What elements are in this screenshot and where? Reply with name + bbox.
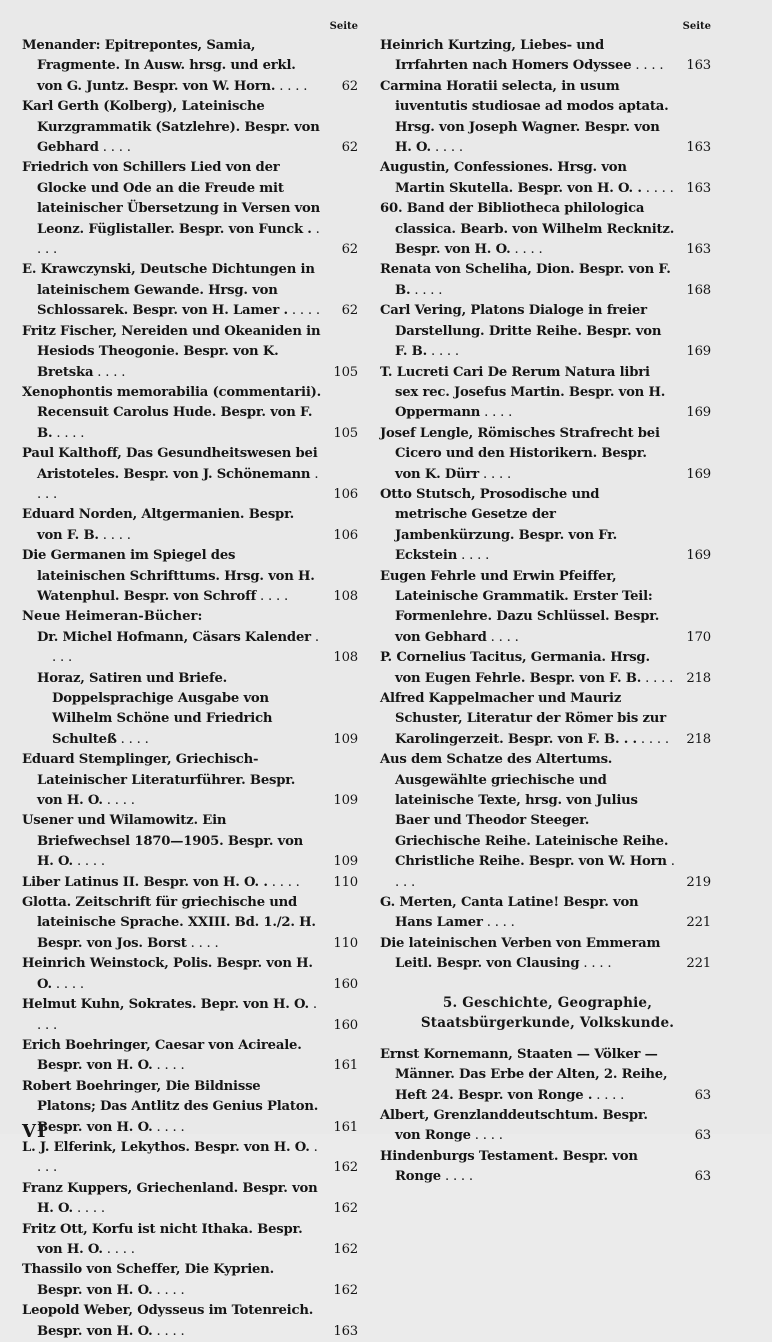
- entry-page-number: 162: [333, 1241, 358, 1257]
- entry-page-number: 62: [341, 303, 358, 319]
- entry-text: G. Merten, Canta Latine! Bespr. von Hans Lamer: [380, 895, 639, 931]
- entry-page-number: 163: [333, 1323, 358, 1339]
- index-entry: [22, 893, 362, 954]
- index-entry: [380, 158, 715, 199]
- entry-text: Die lateinischen Verben von Emmeram Leitl. Bespr. von Clausing: [380, 935, 661, 972]
- entry-page-number: 109: [333, 731, 358, 747]
- entry-text: L. J. Elferink, Lekythos. Bespr. von H. O.: [22, 1139, 310, 1155]
- entry-page-number: 221: [686, 956, 711, 972]
- index-entry: [380, 77, 715, 159]
- leader-dots: . . . .: [287, 303, 320, 319]
- entry-page-number: 108: [333, 588, 358, 604]
- entry-list-right-continued: [380, 1045, 715, 1188]
- index-entry: [22, 1220, 362, 1261]
- entry-group: [22, 607, 362, 750]
- right-column: [380, 18, 715, 1188]
- leader-dots: . . . .: [152, 1282, 185, 1298]
- entry-text: Albert, Grenzlanddeutschtum. Bespr. von Ronge: [380, 1107, 648, 1144]
- leader-dots: . . . .: [93, 364, 126, 380]
- leader-dots: . . . .: [457, 548, 490, 564]
- entry-list-left: [22, 36, 362, 607]
- index-entry: [380, 36, 715, 77]
- entry-page-number: 63: [694, 1128, 711, 1144]
- index-entry: [22, 1179, 362, 1220]
- entry-page-number: 62: [341, 140, 358, 156]
- index-entry: [22, 322, 362, 383]
- entry-page-number: 162: [333, 1282, 358, 1298]
- leader-dots: . . . .: [267, 874, 300, 890]
- index-entry: [380, 1106, 715, 1147]
- leader-dots: . . . .: [98, 527, 131, 543]
- leader-dots: . . . .: [256, 588, 288, 604]
- index-entry: [22, 546, 362, 607]
- leader-dots: . . . .: [470, 1128, 503, 1144]
- entry-text: Usener und Wilamowitz. Ein Briefwechsel 1870—1905. Bespr. von H. O.: [22, 813, 304, 870]
- index-entry: [22, 1036, 362, 1077]
- entry-page-number: 160: [333, 1017, 358, 1033]
- leader-dots: . . . .: [440, 1169, 473, 1185]
- leader-dots: . . . .: [641, 670, 674, 686]
- index-entry: [22, 1301, 362, 1342]
- leader-dots: . . . .: [479, 466, 511, 482]
- entry-text: Eduard Stemplinger, Griechisch-Lateinischer Literaturführer. Bespr. von H. O.: [22, 752, 296, 809]
- entry-text: Carmina Horatii selecta, in usum iuventutis studiosae ad modos aptata. Hrsg. von Joseph Wagner. Bespr. von H. O.: [380, 78, 669, 156]
- entry-text: Renata von Scheliha, Dion. Bespr. von F. B.: [380, 262, 671, 298]
- entry-page-number: 218: [686, 731, 711, 747]
- entry-page-number: 169: [686, 405, 711, 421]
- entry-page-number: 162: [333, 1160, 358, 1176]
- entry-list-right: [380, 36, 715, 975]
- entry-page-number: 162: [333, 1201, 358, 1217]
- entry-text: P. Cornelius Tacitus, Germania. Hrsg. von Eugen Fehrle. Bespr. von F. B.: [380, 650, 650, 686]
- entry-text: Heinrich Kurtzing, Liebes- und Irrfahrten nach Homers Odyssee: [380, 38, 632, 74]
- entry-page-number: 163: [686, 140, 711, 156]
- entry-text: Horaz, Satiren und Briefe. Doppelsprachige Ausgabe von Wilhelm Schöne und Friedrich Schulteß: [37, 670, 273, 747]
- leader-dots: . . . .: [510, 242, 543, 258]
- index-entry: [380, 485, 715, 567]
- column-header-seite: Seite: [682, 21, 711, 32]
- entry-text: Menander: Epitrepontes, Samia, Fragmente. In Ausw. hrsg. und erkl. von G. Juntz. Bespr. von W. Horn.: [22, 38, 296, 94]
- index-entry: [22, 97, 362, 158]
- index-entry: [22, 995, 362, 1036]
- entry-text: Glotta. Zeitschrift für griechische und lateinische Sprache. XXIII. Bd. 1./2. H. Bespr. von Jos. Borst: [22, 895, 316, 951]
- entry-page-number: 161: [333, 1119, 358, 1135]
- leader-dots: . . . .: [37, 1139, 318, 1176]
- entry-text: Alfred Kappelmacher und Mauriz Schuster, Literatur der Römer bis zur Karolingerzeit. Bespr. von F. B. . .: [380, 691, 666, 747]
- index-entry: [22, 873, 362, 893]
- entry-page-number: 168: [686, 282, 711, 298]
- leader-dots: . . . .: [51, 976, 84, 992]
- entry-page-number: 218: [686, 670, 711, 686]
- entry-text: Liber Latinus II. Bespr. von H. O. .: [22, 874, 268, 890]
- entry-page-number: 108: [333, 650, 358, 666]
- leader-dots: . . . .: [52, 425, 85, 441]
- index-entry: [22, 505, 362, 546]
- leader-dots: . . . .: [72, 1201, 105, 1217]
- entry-text: Die Germanen im Spiegel des lateinischen Schrifttums. Hrsg. von H. Watenphul. Bespr. von Schroff: [22, 548, 315, 604]
- entry-text: Aus dem Schatze des Altertums. Ausgewählte griechische und lateinische Texte, hrsg. von Julius Baer und Theodor Steeger. Griechische Reihe. Lateinische Reihe. Christliche Reihe. Bespr. von W. Horn: [380, 752, 669, 870]
- index-entry: [22, 1138, 362, 1179]
- entry-page-number: 163: [686, 58, 711, 74]
- entry-page-number: 163: [686, 180, 711, 196]
- index-entry: [380, 648, 715, 689]
- entry-text: Dr. Michel Hofmann, Cäsars Kalender: [37, 629, 311, 645]
- leader-dots: . . . .: [152, 1119, 185, 1135]
- entry-page-number: 110: [333, 935, 358, 951]
- index-entry: [22, 1077, 362, 1138]
- index-entry: [22, 36, 362, 97]
- leader-dots: . . . .: [37, 221, 320, 258]
- entry-text: Fritz Ott, Korfu ist nicht Ithaka. Bespr. von H. O.: [22, 1221, 303, 1257]
- entry-text: Leopold Weber, Odysseus im Totenreich. Bespr. von H. O.: [22, 1303, 314, 1339]
- entry-page-number: 221: [686, 915, 711, 931]
- index-entry: [380, 260, 715, 301]
- entry-page-number: 170: [686, 629, 711, 645]
- index-entry: [380, 1045, 715, 1106]
- entry-page-number: 62: [341, 242, 358, 258]
- entry-text: E. Krawczynski, Deutsche Dichtungen in lateinischem Gewande. Hrsg. von Schlossarek. Bespr. von H. Lamer .: [22, 262, 315, 319]
- index-entry: [22, 383, 362, 444]
- page-number-roman: VI: [22, 1121, 47, 1142]
- entry-text: 60. Band der Bibliotheca philologica classica. Bearb. von Wilhelm Recknitz. Bespr. von H. O.: [380, 201, 675, 258]
- index-entry: [37, 669, 362, 751]
- index-entry: [22, 260, 362, 321]
- entry-text: Otto Stutsch, Prosodische und metrische Gesetze der Jambenkürzung. Bespr. von Fr. Eckstein: [380, 486, 618, 564]
- leader-dots: . . . .: [72, 854, 105, 870]
- leader-dots: . . . .: [152, 1323, 185, 1339]
- entry-text: Eugen Fehrle und Erwin Pfeiffer, Lateinische Grammatik. Erster Teil: Formenlehre. Dazu Schlüssel. Bespr. von Gebhard: [380, 568, 660, 645]
- index-entry: [37, 628, 362, 669]
- leader-dots: . . . .: [37, 466, 319, 502]
- leader-dots: . . . .: [430, 140, 463, 156]
- leader-dots: . . . .: [482, 915, 515, 931]
- entry-page-number: 109: [333, 854, 358, 870]
- entry-page-number: 63: [694, 1169, 711, 1185]
- leader-dots: . . . .: [592, 1087, 625, 1103]
- entry-text: Friedrich von Schillers Lied von der Glocke und Ode an die Freude mit lateinischer Übersetzung in Versen von Leonz. Füglistaller. Bespr. von Funck .: [22, 160, 321, 237]
- entry-page-number: 106: [333, 486, 358, 502]
- index-entry: [380, 934, 715, 975]
- left-column: [22, 18, 362, 1342]
- index-entry: [380, 893, 715, 934]
- index-entry: [380, 301, 715, 362]
- entry-text: Hindenburgs Testament. Bespr. von Ronge: [380, 1148, 638, 1185]
- entry-text: Fritz Fischer, Nereiden und Okeaniden in Hesiods Theogonie. Bespr. von K. Bretska: [22, 323, 321, 380]
- leader-dots: . . . .: [152, 1058, 185, 1074]
- entry-page-number: 219: [686, 874, 711, 890]
- leader-dots: . . . .: [480, 405, 513, 421]
- entry-text: Josef Lengle, Römisches Strafrecht bei Cicero und den Historikern. Bespr. von K. Dürr: [380, 425, 660, 482]
- leader-dots: . . . .: [579, 956, 612, 972]
- entry-text: Franz Kuppers, Griechenland. Bespr. von H. O.: [22, 1180, 318, 1217]
- entry-page-number: 163: [686, 242, 711, 258]
- entry-page-number: 105: [333, 364, 358, 380]
- entry-text: Karl Gerth (Kolberg), Lateinische Kurzgrammatik (Satzlehre). Bespr. von Gebhard: [22, 99, 320, 156]
- entry-text: Erich Boehringer, Caesar von Acireale. Bespr. von H. O.: [22, 1037, 302, 1074]
- entry-page-number: 169: [686, 344, 711, 360]
- index-entry: [380, 750, 715, 893]
- entry-list-left-continued: [22, 750, 362, 1342]
- entry-page-number: 106: [333, 527, 358, 543]
- index-entry: [22, 811, 362, 872]
- index-entry: [22, 444, 362, 505]
- entry-page-number: 161: [333, 1058, 358, 1074]
- leader-dots: . . . .: [426, 344, 459, 360]
- entry-page-number: 109: [333, 793, 358, 809]
- entry-text: T. Lucreti Cari De Rerum Natura libri sex rec. Josefus Martin. Bespr. von H. Oppermann: [380, 364, 666, 421]
- leader-dots: . . . .: [275, 78, 308, 94]
- entry-text: Augustin, Confessiones. Hrsg. von Martin Skutella. Bespr. von H. O. .: [380, 160, 642, 196]
- index-entry: [380, 689, 715, 750]
- leader-dots: . . . .: [641, 180, 674, 196]
- leader-dots: . . . .: [486, 629, 519, 645]
- entry-text: Ernst Kornemann, Staaten — Völker — Männer. Das Erbe der Alten, 2. Reihe, Heft 24. Bespr. von Ronge .: [380, 1046, 668, 1103]
- entry-page-number: 110: [333, 874, 358, 890]
- entry-page-number: 169: [686, 548, 711, 564]
- leader-dots: . . . .: [102, 793, 135, 809]
- entry-page-number: 105: [333, 425, 358, 441]
- leader-dots: . . . .: [102, 1241, 135, 1257]
- entry-text: Eduard Norden, Altgermanien. Bespr. von F. B.: [22, 507, 295, 543]
- index-entry: [380, 424, 715, 485]
- section-heading: 5. Geschichte, Geographie, Staatsbürgerkunde, Volkskunde.: [420, 994, 675, 1031]
- index-entry: [22, 1260, 362, 1301]
- index-entry: [380, 199, 715, 260]
- group-items: [22, 628, 362, 750]
- leader-dots: . . . .: [186, 935, 219, 951]
- index-entry: [22, 750, 362, 811]
- entry-page-number: 169: [686, 466, 711, 482]
- index-entry: [22, 158, 362, 260]
- index-entry: [380, 567, 715, 649]
- leader-dots: . . . .: [98, 140, 131, 156]
- entry-text: Carl Vering, Platons Dialoge in freier Darstellung. Dritte Reihe. Bespr. von F. B.: [380, 303, 662, 360]
- entry-text: Thassilo von Scheffer, Die Kyprien. Bespr. von H. O.: [22, 1262, 274, 1298]
- entry-page-number: 62: [341, 78, 358, 94]
- entry-text: Heinrich Weinstock, Polis. Bespr. von H. O.: [22, 956, 313, 992]
- leader-dots: . . . .: [37, 997, 317, 1033]
- index-entry: [380, 1147, 715, 1188]
- entry-page-number: 63: [694, 1087, 711, 1103]
- leader-dots: . . . .: [395, 854, 675, 890]
- entry-text: Robert Boehringer, Die Bildnisse Platons; Das Antlitz des Genius Platon. Bespr. von H. O.: [22, 1078, 319, 1135]
- index-entry: [22, 954, 362, 995]
- entry-page-number: 160: [333, 976, 358, 992]
- column-header-seite: Seite: [329, 21, 358, 32]
- leader-dots: . . . .: [116, 731, 149, 747]
- group-label: Neue Heimeran-Bücher:: [22, 609, 203, 625]
- index-entry: [380, 363, 715, 424]
- entry-text: Paul Kalthoff, Das Gesundheitswesen bei Aristoteles. Bespr. von J. Schönemann: [22, 446, 318, 482]
- entry-text: Xenophontis memorabilia (commentarii). Recensuit Carolus Hude. Bespr. von F. B.: [22, 384, 322, 441]
- leader-dots: . . . .: [631, 58, 664, 74]
- leader-dots: . . . .: [410, 282, 443, 298]
- leader-dots: . . . .: [52, 629, 319, 666]
- entry-text: Helmut Kuhn, Sokrates. Bepr. von H. O.: [22, 997, 309, 1013]
- leader-dots: . . . .: [636, 731, 669, 747]
